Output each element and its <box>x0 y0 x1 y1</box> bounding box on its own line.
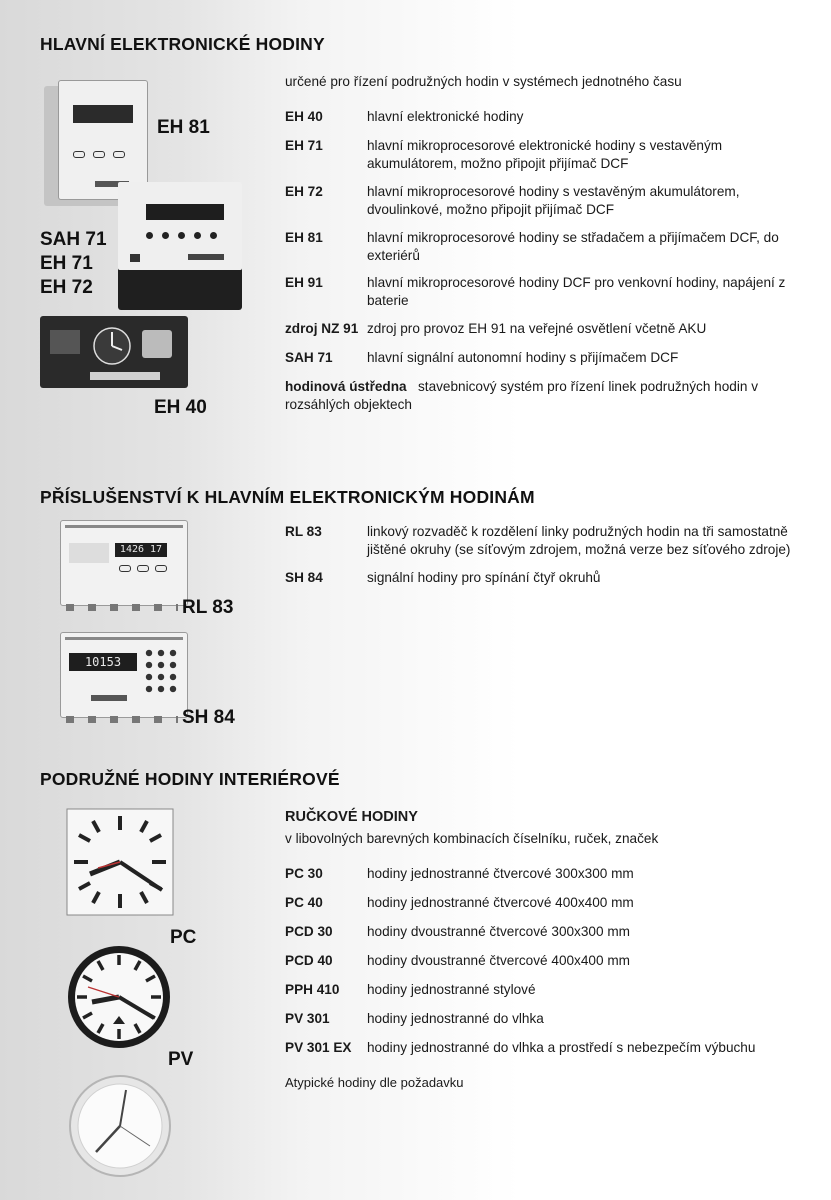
rl83-button <box>155 565 167 572</box>
footer-note: Atypické hodiny dle požadavku <box>285 1075 464 1090</box>
section3-intro: v libovolných barevných kombinacích číselníku, ruček, značek <box>285 831 659 846</box>
product-code: EH 91 <box>285 275 323 290</box>
sah71-photo <box>114 178 246 316</box>
sah71-button <box>194 232 201 239</box>
sh84-device <box>60 632 188 718</box>
subtitle-hand-clocks: RUČKOVÉ HODINY <box>285 809 418 825</box>
product-code: zdroj NZ 91 <box>285 321 359 336</box>
product-description: hodiny jednostranné čtvercové 400x400 mm <box>367 895 634 910</box>
rl83-button <box>137 565 149 572</box>
product-code: EH 40 <box>285 109 323 124</box>
eh40-dial <box>92 326 132 366</box>
sh84-display: 10153 <box>69 653 137 671</box>
product-code: PCD 30 <box>285 924 333 939</box>
product-description: hodiny jednostranné do vlhka <box>367 1011 544 1026</box>
sah71-button <box>210 232 217 239</box>
label-sh84: SH 84 <box>182 707 235 728</box>
product-code: SAH 71 <box>285 350 333 365</box>
product-row-eh40 <box>285 108 815 126</box>
sah71-button <box>162 232 169 239</box>
section1-intro: určené pro řízení podružných hodin v systémech jednotného času <box>285 74 682 89</box>
product-row-eh71 <box>285 137 815 173</box>
section-title-main-clocks: HLAVNÍ ELEKTRONICKÉ HODINY <box>40 34 325 54</box>
sah71-indicator <box>130 254 140 262</box>
eh40-terminal-strip <box>90 372 160 380</box>
sah71-panel <box>118 182 242 270</box>
product-row-pc30 <box>285 865 815 883</box>
label-pc: PC <box>170 927 197 948</box>
product-description: hlavní mikroprocesorové hodiny s vestavěným akumulátorem, dvoulinkové, možno připojit přijímač DCF <box>367 184 740 217</box>
rl83-device <box>60 520 188 606</box>
rl83-photo <box>60 520 188 612</box>
product-row-pv301ex <box>285 1039 815 1057</box>
product-code: EH 71 <box>285 138 323 153</box>
section-title-interior-clocks: PODRUŽNÉ HODINY INTERIÉROVÉ <box>40 769 340 789</box>
section-title-accessories: PŘÍSLUŠENSTVÍ K HLAVNÍM ELEKTRONICKÝM HODINÁM <box>40 487 535 507</box>
product-row-nz91 <box>285 320 815 338</box>
product-row-eh81 <box>285 229 815 265</box>
product-row-ustredna <box>285 378 815 414</box>
stylish-clock-photo <box>68 1074 172 1178</box>
label-pv: PV <box>168 1049 194 1070</box>
product-description: hodiny jednostranné stylové <box>367 982 536 997</box>
sah71-button <box>146 232 153 239</box>
eh81-button <box>113 151 125 158</box>
rl83-header-strip <box>65 525 183 528</box>
product-code: SH 84 <box>285 570 323 585</box>
eh40-photo <box>40 316 190 390</box>
product-description: hodiny jednostranné čtvercové 300x300 mm <box>367 866 634 881</box>
product-row-sah71 <box>285 349 815 367</box>
product-code: PV 301 <box>285 1011 330 1026</box>
product-row-pcd40 <box>285 952 815 970</box>
eh40-device <box>40 316 188 388</box>
product-description: hlavní elektronické hodiny <box>367 109 524 124</box>
sh84-keypad <box>143 647 179 695</box>
product-row-eh91 <box>285 274 815 310</box>
sh84-badge <box>91 695 127 701</box>
sah71-button <box>178 232 185 239</box>
product-row-pv301 <box>285 1010 815 1028</box>
product-code: PV 301 EX <box>285 1040 352 1055</box>
product-row-sh84 <box>285 569 815 587</box>
eh81-button <box>93 151 105 158</box>
product-description: hodiny jednostranné do vlhka a prostředí s nebezpečím výbuchu <box>367 1040 756 1055</box>
sh84-header-strip <box>65 637 183 640</box>
pc-clock-photo <box>66 808 174 916</box>
product-row-pph410 <box>285 981 815 999</box>
label-eh81: EH 81 <box>157 117 210 138</box>
label-eh40: EH 40 <box>154 397 207 418</box>
eh40-connector <box>142 330 172 358</box>
product-row-eh72 <box>285 183 815 219</box>
sah71-display <box>146 204 224 220</box>
product-description: hlavní mikroprocesorové hodiny DCF pro venkovní hodiny, napájení z baterie <box>367 275 786 308</box>
label-rl83: RL 83 <box>182 597 234 618</box>
rl83-display: 1426 17 <box>115 543 167 557</box>
rl83-connectors <box>66 604 178 611</box>
product-description: hlavní mikroprocesorové elektronické hodiny s vestavěným akumulátorem, možno připojit přijímač DCF <box>367 138 723 171</box>
eh81-button <box>73 151 85 158</box>
rl83-button <box>119 565 131 572</box>
product-code: PCD 40 <box>285 953 333 968</box>
product-description: zdroj pro provoz EH 91 na veřejné osvětlení včetně AKU <box>367 321 707 336</box>
sh84-photo <box>60 632 188 724</box>
product-code: PPH 410 <box>285 982 340 997</box>
sah71-device <box>118 182 242 310</box>
rl83-label-box <box>69 543 109 563</box>
product-description: hodiny dvoustranné čtvercové 400x400 mm <box>367 953 630 968</box>
product-description: signální hodiny pro spínání čtyř okruhů <box>367 570 601 585</box>
product-description: hlavní signální autonomní hodiny s přijímačem DCF <box>367 350 679 365</box>
product-description: linkový rozvaděč k rozdělení linky podružných hodin na tři samostatně jištěné okruhy (se síťovým zdrojem, možná verze bez síťového zdroje) <box>367 524 791 557</box>
product-description: hodiny dvoustranné čtvercové 300x300 mm <box>367 924 630 939</box>
product-code: EH 81 <box>285 230 323 245</box>
product-description: stavebnicový systém pro řízení linek podružných hodin v rozsáhlých objektech <box>285 379 759 412</box>
sah71-badge <box>188 254 224 260</box>
product-row-pcd30 <box>285 923 815 941</box>
eh81-display <box>73 105 133 123</box>
product-row-pc40 <box>285 894 815 912</box>
product-code: EH 72 <box>285 184 323 199</box>
eh40-logo-box <box>50 330 80 354</box>
label-sah71-eh71-eh72: SAH 71 EH 71 EH 72 <box>40 229 107 298</box>
product-code: PC 30 <box>285 866 323 881</box>
product-code: RL 83 <box>285 524 322 539</box>
pv-clock-photo <box>66 944 172 1050</box>
product-code: hodinová ústředna <box>285 379 407 394</box>
product-description: hlavní mikroprocesorové hodiny se střadačem a přijímačem DCF, do exteriérů <box>367 230 779 263</box>
sh84-connectors <box>66 716 178 723</box>
product-code: PC 40 <box>285 895 323 910</box>
product-row-rl83 <box>285 523 815 559</box>
